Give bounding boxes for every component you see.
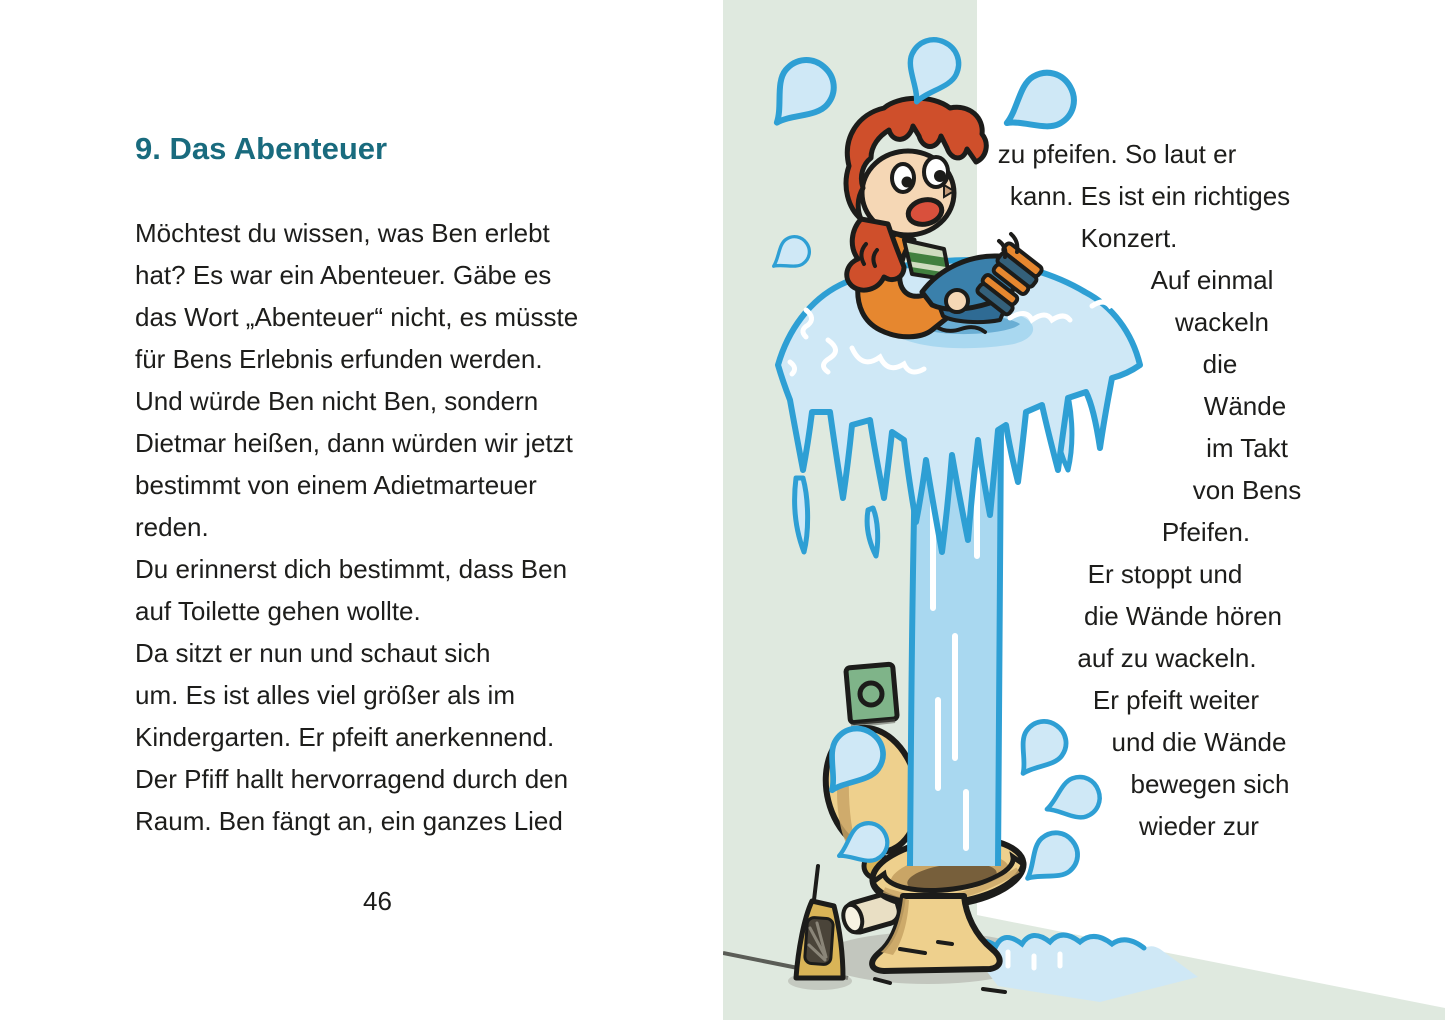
text-line: Auf einmal — [1150, 265, 1274, 295]
text-line: Der Pfiff hallt hervorragend durch den — [135, 764, 569, 794]
flush-button — [846, 664, 898, 726]
text-line: die — [1202, 349, 1238, 379]
left-page-text — [135, 212, 578, 842]
text-line: zu pfeifen. So laut er — [997, 139, 1237, 169]
chapter-heading: 9. Das Abenteuer — [135, 131, 388, 166]
text-line: reden. — [135, 512, 209, 542]
text-line: bewegen sich — [1130, 769, 1290, 799]
text-line: Wände — [1203, 391, 1287, 421]
text-line: bestimmt von einem Adietmarteuer — [135, 470, 537, 500]
text-line: von Bens — [1192, 475, 1302, 505]
text-line: und die Wände — [1111, 727, 1287, 757]
right-page-text — [975, 133, 1335, 847]
text-line: Dietmar heißen, dann würden wir jetzt — [135, 428, 573, 458]
text-line: für Bens Erlebnis erfunden werden. — [135, 344, 543, 374]
text-line: auf Toilette gehen wollte. — [135, 596, 421, 626]
text-line: Kindergarten. Er pfeift anerkennend. — [135, 722, 555, 752]
text-line: die Wände hören — [1083, 601, 1283, 631]
text-line: Möchtest du wissen, was Ben erlebt — [135, 218, 550, 248]
text-line: hat? Es war ein Abenteuer. Gäbe es — [135, 260, 552, 290]
text-line: Er stoppt und — [1087, 559, 1243, 589]
text-line: Konzert. — [1080, 223, 1178, 253]
text-line: Und würde Ben nicht Ben, sondern — [135, 386, 539, 416]
text-line: Er pfeift weiter — [1092, 685, 1260, 715]
text-line: auf zu wackeln. — [1077, 643, 1257, 673]
text-line: im Takt — [1206, 433, 1288, 463]
text-line: um. Es ist alles viel größer als im — [135, 680, 515, 710]
text-line: Du erinnerst dich bestimmt, dass Ben — [135, 554, 568, 584]
text-line: Da sitzt er nun und schaut sich — [135, 638, 491, 668]
text-line: das Wort „Abenteuer“ nicht, es müsste — [135, 302, 579, 332]
text-line: Pfeifen. — [1161, 517, 1251, 547]
text-line: Raum. Ben fängt an, ein ganzes Lied — [135, 806, 563, 836]
text-line: wackeln — [1175, 307, 1269, 337]
page-number: 46 — [363, 886, 392, 916]
text-line: wieder zur — [1139, 811, 1259, 841]
text-line: kann. Es ist ein richtiges — [1009, 181, 1291, 211]
boy-hand — [946, 290, 968, 312]
